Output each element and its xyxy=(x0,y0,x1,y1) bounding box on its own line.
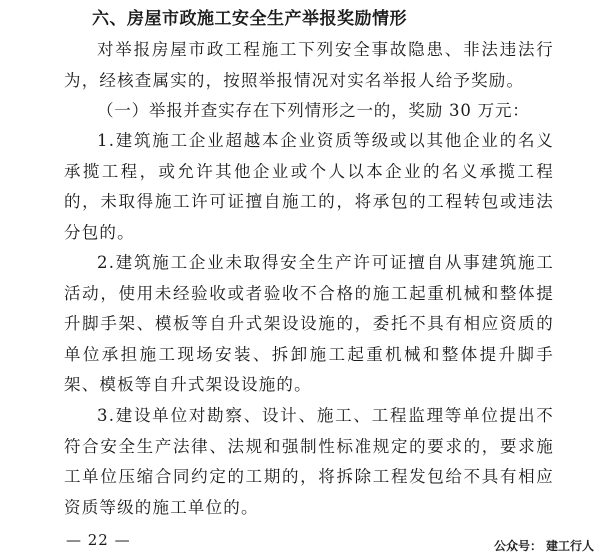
subsection-heading: （一）举报并查实存在下列情形之一的，奖励 30 万元： xyxy=(97,101,530,120)
watermark-label: 公众号： xyxy=(493,539,542,553)
watermark-name: 建工行人 xyxy=(545,539,594,553)
list-item-3: 3.建设单位对勘察、设计、施工、工程监理等单位提出不符合安全生产法律、法规和强制性标准规定的要求的，要求施工单位压缩合同约定的工期的，将拆除工程发包给不具有相应资质等级的施工单位的。 xyxy=(64,406,554,517)
list-item-1: 1.建筑施工企业超越本企业资质等级或以其他企业的名义承揽工程，或允许其他企业或个人以本企业的名义承揽工程的，未取得施工许可证擅自施工的，将承包的工程转包或违法分包的。 xyxy=(64,131,554,242)
intro-paragraph: 对举报房屋市政工程施工下列安全事故隐患、非法违法行为，经核查属实的，按照举报情况对实名举报人给予奖励。 xyxy=(64,40,554,90)
page-number: — 22 — xyxy=(66,531,131,549)
section-heading: 六、房屋市政施工安全生产举报奖励情形 xyxy=(92,9,407,29)
list-item-2: 2.建筑施工企业未取得安全生产许可证擅自从事建筑施工活动，使用未经验收或者验收不合格的施工起重机械和整体提升脚手架、模板等自升式架设设施的，委托不具有相应资质的单位承担施工现场安装、拆卸施工起重机械和整体提升脚手架、模板等自升式架设设施的。 xyxy=(64,253,554,394)
watermark xyxy=(494,537,594,554)
